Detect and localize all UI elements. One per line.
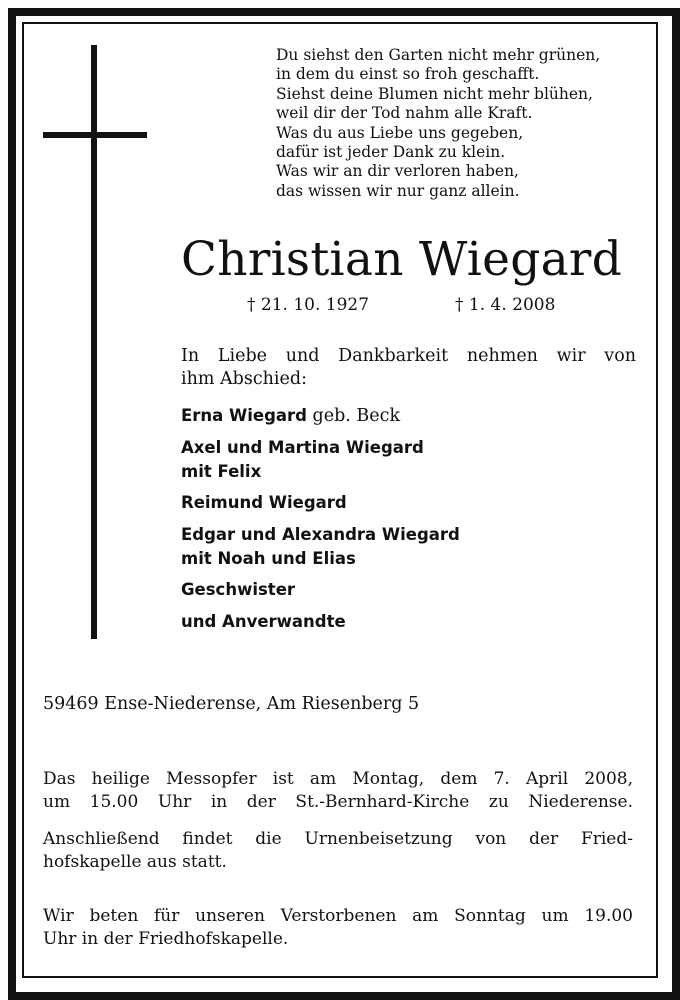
mourners-list (181, 404, 641, 641)
mourner-name: Edgar und Alexandra Wiegard (181, 524, 460, 544)
cross-icon-crossbar (43, 132, 147, 138)
poem-line: Was du aus Liebe uns gegeben, (276, 123, 524, 142)
service-line: um 15.00 Uhr in der St.-Bernhard-Kirche zu Niederense. (43, 792, 633, 812)
service-line: Das heilige Messopfer ist am Montag, dem 7. April 2008, (43, 769, 633, 789)
poem-line: dafür ist jeder Dank zu klein. (276, 143, 506, 162)
prayer-line: Uhr in der Friedhofskapelle. (43, 929, 289, 949)
family-address: 59469 Ense-Niederense, Am Riesenberg 5 (43, 694, 420, 714)
mourner-entry (181, 404, 641, 428)
burial-line: Anschließend findet die Urnenbeisetzung von der Fried- (43, 829, 633, 849)
poem-line: Was wir an dir verloren haben, (276, 162, 519, 181)
farewell-line: In Liebe und Dankbarkeit nehmen wir von (181, 346, 636, 366)
mourner-entry (181, 578, 641, 602)
service-paragraph (43, 768, 633, 814)
poem-line: Du siehst den Garten nicht mehr grünen, (276, 46, 601, 64)
death-date: † 1. 4. 2008 (455, 295, 556, 315)
prayer-line: Wir beten für unseren Verstorbenen am Sonntag um 19.00 (43, 906, 633, 926)
poem-line: das wissen wir nur ganz allein. (276, 181, 520, 200)
memorial-poem (276, 46, 646, 201)
mourner-entry (181, 523, 641, 571)
mourner-name: und Anverwandte (181, 611, 346, 631)
mourner-maiden-name: geb. Beck (306, 406, 401, 426)
mourner-children: mit Noah und Elias (181, 548, 356, 568)
deceased-name: Christian Wiegard (181, 232, 623, 287)
burial-line: hofskapelle aus statt. (43, 852, 227, 872)
mourner-name: Geschwister (181, 580, 296, 599)
mourner-name: Axel und Martina Wiegard (181, 437, 424, 457)
burial-paragraph (43, 828, 633, 874)
farewell-line: ihm Abschied: (181, 369, 307, 389)
mourner-name: Reimund Wiegard (181, 493, 347, 512)
poem-line: Siehst deine Blumen nicht mehr blühen, (276, 84, 593, 103)
mourner-name: Erna Wiegard (181, 406, 307, 425)
mourner-entry (181, 610, 641, 634)
birth-date: † 21. 10. 1927 (247, 295, 370, 315)
prayer-paragraph (43, 905, 633, 951)
poem-line: weil dir der Tod nahm alle Kraft. (276, 104, 533, 123)
farewell-text (181, 345, 636, 391)
mourner-children: mit Felix (181, 461, 262, 481)
mourner-entry (181, 491, 641, 515)
mourner-entry (181, 436, 641, 484)
poem-line: in dem du einst so froh geschafft. (276, 65, 540, 84)
